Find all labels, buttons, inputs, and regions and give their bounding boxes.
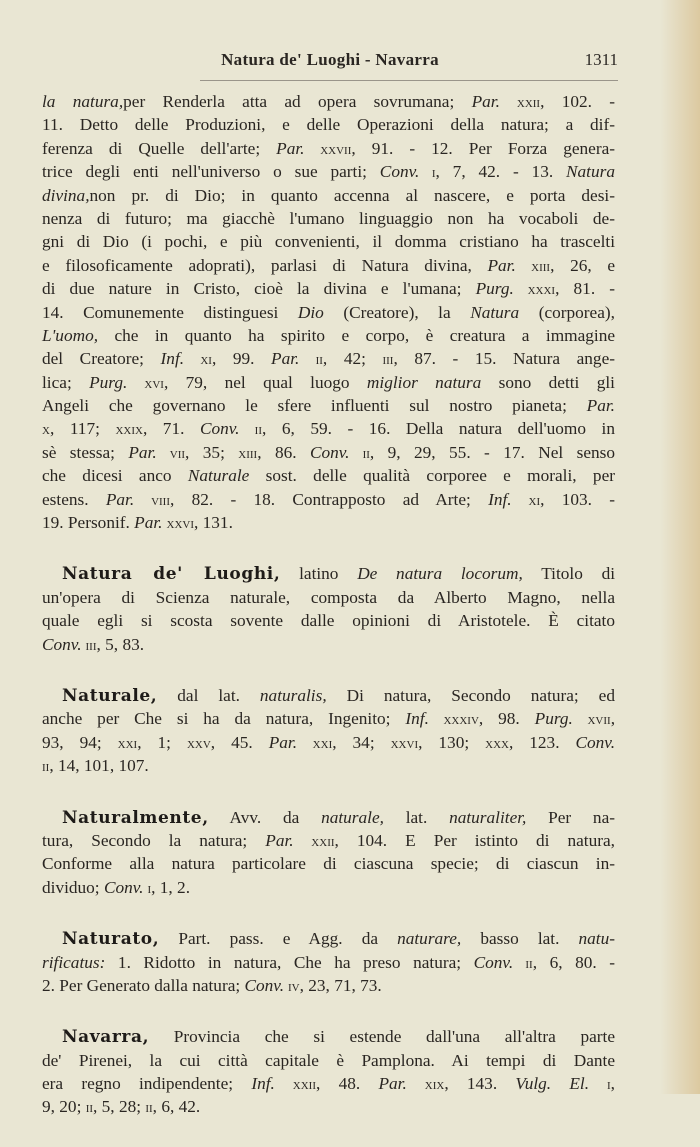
text-segment: , 48.: [316, 1074, 379, 1094]
text-segment: , 104. E Per istinto di natura,: [334, 830, 615, 850]
text-segment: , 131.: [194, 513, 233, 533]
text-segment: dividuo;: [42, 877, 104, 897]
text-segment: xxxi: [513, 281, 556, 299]
text-segment: xxvi: [390, 734, 419, 752]
text-segment: sost. delle qualità corporee e morali, per: [249, 466, 615, 486]
text-segment: xix: [406, 1076, 445, 1094]
text-segment: 2. Per Generato dalla natura;: [42, 975, 245, 995]
text-segment: un'opera di Scienza naturale, composta da Alberto Magno, nella: [42, 587, 615, 607]
text-segment: , 99.: [211, 349, 272, 369]
text-segment: xxix: [115, 421, 143, 439]
text-line: [42, 829, 615, 852]
text-segment: che dicesi anco: [42, 466, 188, 486]
text-segment: Par.: [134, 513, 163, 533]
text-segment: Conv.: [42, 634, 82, 654]
text-segment: Natura: [470, 302, 520, 322]
text-segment: ii: [42, 758, 50, 776]
text-segment: basso lat.: [461, 929, 579, 949]
text-segment: , 103. -: [540, 489, 615, 509]
text-segment: ferenza di Quelle dell'arte;: [42, 138, 277, 158]
text-segment: , 143.: [444, 1074, 516, 1094]
dictionary-entry: [42, 562, 615, 656]
text-segment: xxv: [186, 734, 211, 752]
text-segment: Par.: [265, 830, 294, 850]
text-segment: xxii: [293, 832, 335, 850]
text-segment: Di natura, Secondo natura; ed: [326, 685, 615, 705]
text-segment: xxxiv: [428, 711, 479, 729]
text-segment: , 5, 83.: [96, 634, 145, 654]
text-segment: i: [589, 1076, 611, 1094]
text-segment: che in quanto ha spirito e corpo, è creatura a immagine: [98, 325, 615, 345]
text-segment: xi: [511, 491, 541, 509]
text-line: [42, 184, 615, 207]
text-segment: ii: [513, 954, 533, 972]
text-segment: Angeli che governano le sfere influenti sul nostro pianeta;: [42, 396, 587, 416]
text-line: [42, 876, 615, 899]
text-segment: 14. Comunemente distinguesi: [42, 302, 298, 322]
text-segment: naturare,: [397, 929, 462, 949]
text-segment: xxx: [485, 734, 509, 752]
text-segment: Purg.: [534, 709, 573, 729]
text-line: [42, 707, 615, 730]
text-segment: De natura locorum,: [357, 564, 523, 584]
text-segment: , 6, 59. - 16. Della natura dell'uomo in: [262, 419, 615, 439]
text-segment: , 82. - 18. Contrapposto ad Arte;: [170, 489, 489, 509]
headword: Naturalmente,: [62, 807, 209, 828]
text-segment: Inf.: [160, 349, 185, 369]
text-segment: xxii: [499, 94, 541, 111]
text-segment: xxii: [274, 1076, 317, 1094]
text-segment: Naturale: [187, 466, 250, 486]
text-segment: vii: [156, 444, 186, 462]
text-segment: iii: [382, 351, 394, 369]
text-segment: non pr. di Dio; in quanto accenna al nascere, e porta desi-: [89, 185, 615, 205]
text-segment: , 87. - 15. Natura ange-: [393, 349, 615, 369]
text-segment: e filosoficamente adoprati), parlasi di Natura divina,: [42, 255, 488, 275]
text-segment: anche per Che si ha da natura, Ingenito;: [42, 709, 406, 729]
text-line: [42, 347, 615, 370]
dictionary-entry: [42, 1025, 615, 1119]
text-line: [42, 254, 615, 277]
text-segment: Par.: [487, 255, 516, 275]
text-line: [42, 1049, 615, 1072]
dictionary-body: [42, 90, 615, 1147]
text-segment: Inf.: [488, 489, 512, 509]
text-segment: ii: [239, 421, 262, 439]
text-segment: , 42;: [322, 349, 383, 369]
text-segment: naturaliter,: [449, 807, 527, 827]
text-line: [42, 684, 615, 707]
text-segment: Par.: [471, 92, 500, 111]
text-segment: , 98.: [478, 709, 535, 729]
text-segment: Par.: [586, 396, 615, 416]
text-segment: ii: [145, 1099, 153, 1117]
text-segment: rificatus:: [42, 952, 106, 972]
text-segment: , 130;: [418, 732, 486, 752]
text-line: [42, 927, 615, 950]
text-segment: sono detti gli: [481, 372, 615, 392]
text-line: [42, 586, 615, 609]
running-header: [42, 50, 618, 74]
header-rule: [200, 80, 618, 81]
text-segment: ii: [349, 444, 370, 462]
text-segment: Conv.: [199, 419, 240, 439]
text-segment: (corporea),: [519, 302, 615, 322]
text-segment: lica;: [42, 372, 90, 392]
text-segment: , 79, nel qual luogo: [163, 372, 367, 392]
text-segment: Purg.: [89, 372, 128, 392]
text-line: [42, 137, 615, 160]
text-line: [42, 633, 615, 656]
text-segment: , 6, 42.: [152, 1097, 201, 1117]
text-segment: , 1, 2.: [151, 877, 191, 897]
text-line: [42, 230, 615, 253]
text-segment: per Renderla atta ad opera sovrumana;: [123, 92, 472, 111]
text-segment: ii: [85, 1099, 94, 1117]
text-segment: Vulg. El.: [515, 1074, 590, 1094]
text-segment: natu-: [578, 929, 615, 949]
text-segment: viii: [134, 491, 171, 509]
text-segment: , 117;: [49, 419, 116, 439]
text-line: [42, 371, 615, 394]
text-segment: xvi: [127, 374, 164, 392]
text-segment: nenza di futuro; ma giacchè l'umano linguaggio non ha vocaboli de-: [42, 208, 615, 228]
text-segment: Par.: [268, 732, 298, 752]
text-segment: miglior natura: [366, 372, 482, 392]
text-segment: quale egli si scosta sovente dalle opinioni di Aristotele. È citato: [42, 611, 615, 631]
text-line: [42, 852, 615, 875]
text-segment: , 123.: [508, 732, 576, 752]
text-segment: , 71.: [142, 419, 200, 439]
text-segment: xi: [184, 351, 212, 369]
text-segment: 19. Personif.: [42, 513, 135, 533]
page-edge-shadow: [660, 0, 700, 1094]
dictionary-entry: [42, 684, 615, 778]
text-segment: Inf.: [405, 709, 429, 729]
text-segment: , 35;: [185, 442, 239, 462]
text-segment: sè stessa;: [42, 442, 129, 462]
text-segment: , 9, 29, 55. - 17. Nel senso: [369, 442, 615, 462]
running-title: Natura de' Luoghi - Navarra: [221, 50, 439, 69]
text-segment: iii: [81, 636, 97, 654]
text-segment: i: [419, 164, 436, 182]
text-segment: Titolo di: [522, 564, 616, 584]
text-line: [42, 464, 615, 487]
page-number: 1311: [584, 50, 618, 69]
headword: Naturale,: [62, 685, 158, 706]
text-line: [42, 90, 615, 113]
text-segment: Par.: [271, 349, 300, 369]
text-segment: Per na-: [526, 807, 615, 827]
text-segment: Inf.: [251, 1074, 275, 1094]
text-segment: divina,: [42, 185, 90, 205]
text-segment: , 26, e: [550, 255, 615, 275]
text-segment: , 23, 71, 73.: [299, 975, 382, 995]
text-segment: , 102. -: [540, 92, 615, 111]
text-line: [42, 113, 615, 136]
text-segment: i: [143, 879, 152, 897]
text-segment: gni di Dio (i pochi, e più convenienti, il domma cristiano ha trascelti: [42, 232, 615, 252]
text-segment: L'uomo,: [42, 325, 99, 345]
text-line: [42, 160, 615, 183]
text-segment: Conv.: [309, 442, 350, 462]
text-segment: dal lat.: [157, 685, 260, 705]
headword: Naturato,: [62, 929, 160, 950]
text-segment: (Creatore), la: [323, 302, 471, 322]
text-line: [42, 974, 615, 997]
text-segment: Provincia che si estende dall'una all'altra parte: [149, 1027, 615, 1047]
text-segment: Conforme alla natura particolare di ciascuna specie; di ciascun in-: [42, 854, 615, 874]
text-segment: Conv.: [473, 952, 514, 972]
text-segment: latino: [280, 564, 358, 584]
text-segment: , 34;: [332, 732, 391, 752]
text-line: [42, 562, 615, 585]
text-segment: di due nature in Cristo, cioè la divina e l'umana;: [42, 279, 476, 299]
text-segment: , 86.: [257, 442, 310, 462]
text-line: [42, 277, 615, 300]
text-line: [42, 207, 615, 230]
text-segment: xxvii: [304, 140, 352, 158]
text-segment: Par.: [105, 489, 135, 509]
text-line: [42, 301, 615, 324]
text-line: [42, 511, 615, 534]
text-line: [42, 609, 615, 632]
headword: Natura de' Luoghi,: [62, 564, 281, 585]
text-segment: naturale,: [321, 807, 384, 827]
text-segment: Par.: [276, 138, 305, 158]
text-segment: 9, 20;: [42, 1097, 86, 1117]
entry-continued: [42, 90, 615, 534]
text-segment: lat.: [383, 807, 450, 827]
text-segment: naturalis,: [259, 685, 327, 705]
text-segment: 11. Detto delle Produzioni, e delle Operazioni della natura; a dif-: [42, 115, 615, 135]
text-line: [42, 441, 615, 464]
text-segment: , 45.: [210, 732, 269, 752]
text-segment: xxvi: [162, 515, 194, 533]
headword: Navarra,: [62, 1027, 150, 1048]
text-line: [42, 1095, 615, 1118]
text-segment: Avv. da: [208, 807, 322, 827]
text-segment: de' Pirenei, la cui città capitale è Pamplona. Ai tempi di Dante: [42, 1050, 615, 1070]
text-segment: , 1;: [137, 732, 187, 752]
dictionary-entry: [42, 927, 615, 997]
text-segment: Dio: [297, 302, 324, 322]
text-segment: estens.: [42, 489, 106, 509]
text-segment: Par.: [378, 1074, 407, 1094]
text-segment: Conv.: [244, 975, 285, 995]
text-segment: Conv.: [575, 732, 616, 752]
text-segment: , 7, 42. - 13.: [435, 162, 567, 182]
text-segment: xiii: [238, 444, 258, 462]
text-segment: Par.: [128, 442, 157, 462]
text-segment: Part. pass. e Agg. da: [159, 929, 398, 949]
text-segment: era regno indipendente;: [42, 1074, 252, 1094]
text-segment: ii: [299, 351, 323, 369]
text-segment: Conv.: [103, 877, 144, 897]
text-line: [42, 951, 615, 974]
text-line: [42, 806, 615, 829]
text-segment: ,: [610, 1074, 615, 1094]
text-segment: xxi: [117, 734, 138, 752]
text-segment: iv: [284, 977, 300, 995]
text-line: [42, 324, 615, 347]
text-segment: 1. Ridotto in natura, Che ha preso natura;: [105, 952, 474, 972]
text-line: [42, 417, 615, 440]
text-segment: 93, 94;: [42, 732, 118, 752]
text-segment: ,: [610, 709, 616, 729]
text-segment: del Creatore;: [42, 349, 161, 369]
text-segment: , 5, 28;: [93, 1097, 146, 1117]
text-segment: x: [42, 421, 50, 439]
text-line: [42, 754, 615, 777]
text-segment: la natura,: [42, 92, 124, 111]
text-segment: tura, Secondo la natura;: [42, 830, 266, 850]
text-line: [42, 731, 615, 754]
text-segment: , 91. - 12. Per Forza genera-: [351, 138, 615, 158]
text-segment: trice degli enti nell'universo o sue parti;: [42, 162, 380, 182]
text-segment: xiii: [515, 257, 551, 275]
text-segment: xvii: [572, 711, 611, 729]
text-segment: Purg.: [475, 279, 514, 299]
text-line: [42, 1072, 615, 1095]
dictionary-entry: [42, 806, 615, 900]
text-line: [42, 1025, 615, 1048]
text-segment: , 6, 80. -: [532, 952, 615, 972]
text-segment: xxi: [297, 734, 333, 752]
text-segment: , 14, 101, 107.: [49, 756, 149, 776]
text-segment: Natura: [566, 162, 615, 182]
text-segment: Conv.: [379, 162, 420, 182]
text-line: [42, 488, 615, 511]
text-segment: , 81. -: [555, 279, 616, 299]
text-line: [42, 394, 615, 417]
